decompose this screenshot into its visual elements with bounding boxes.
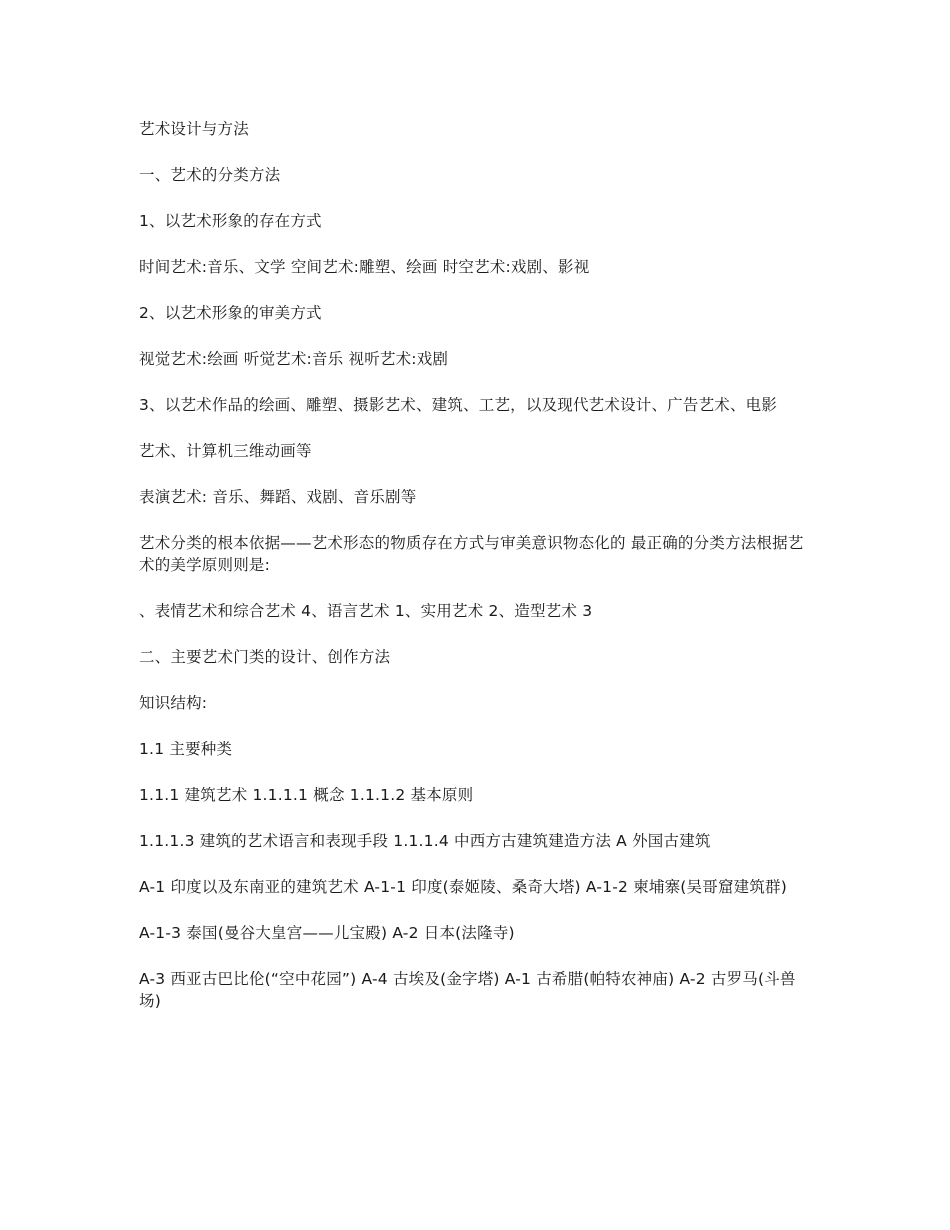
paragraph: 1.1.1.3 建筑的艺术语言和表现手段 1.1.1.4 中西方古建筑建造方法 A 外国古建筑	[139, 832, 711, 850]
paragraph: 、表情艺术和综合艺术 4、语言艺术 1、实用艺术 2、造型艺术 3	[139, 602, 593, 620]
paragraph: 表演艺术: 音乐、舞蹈、戏剧、音乐剧等	[139, 488, 417, 506]
paragraph: 1.1 主要种类	[139, 740, 233, 758]
paragraph: 1、以艺术形象的存在方式	[139, 212, 322, 230]
paragraph: 艺术分类的根本依据——艺术形态的物质存在方式与审美意识物态化的 最正确的分类方法根据艺术的美学原则则是:	[139, 534, 804, 574]
paragraph: 时间艺术:音乐、文学 空间艺术:雕塑、绘画 时空艺术:戏剧、影视	[139, 258, 590, 276]
paragraph: A-1 印度以及东南亚的建筑艺术 A-1-1 印度(泰姬陵、桑奇大塔) A-1-2 柬埔寨(吴哥窟建筑群)	[139, 878, 787, 896]
paragraph: 3、以艺术作品的绘画、雕塑、摄影艺术、建筑、工艺，以及现代艺术设计、广告艺术、电影	[139, 396, 778, 414]
section-heading-2: 二、主要艺术门类的设计、创作方法	[139, 648, 391, 666]
paragraph: 2、以艺术形象的审美方式	[139, 304, 322, 322]
paragraph: 视觉艺术:绘画 听觉艺术:音乐 视听艺术:戏剧	[139, 350, 449, 368]
paragraph: 知识结构:	[139, 694, 208, 712]
paragraph: A-3 西亚古巴比伦(“空中花园”) A-4 古埃及(金字塔) A-1 古希腊(帕特农神庙) A-2 古罗马(斗兽场)	[139, 970, 796, 1010]
document-body	[139, 118, 815, 1036]
paragraph: 艺术、计算机三维动画等	[139, 442, 312, 460]
doc-title: 艺术设计与方法	[139, 120, 249, 138]
paragraph: A-1-3 泰国(曼谷大皇宫——儿宝殿) A-2 日本(法隆寺)	[139, 924, 515, 942]
paragraph: 1.1.1 建筑艺术 1.1.1.1 概念 1.1.1.2 基本原则	[139, 786, 474, 804]
section-heading-1: 一、艺术的分类方法	[139, 166, 281, 184]
